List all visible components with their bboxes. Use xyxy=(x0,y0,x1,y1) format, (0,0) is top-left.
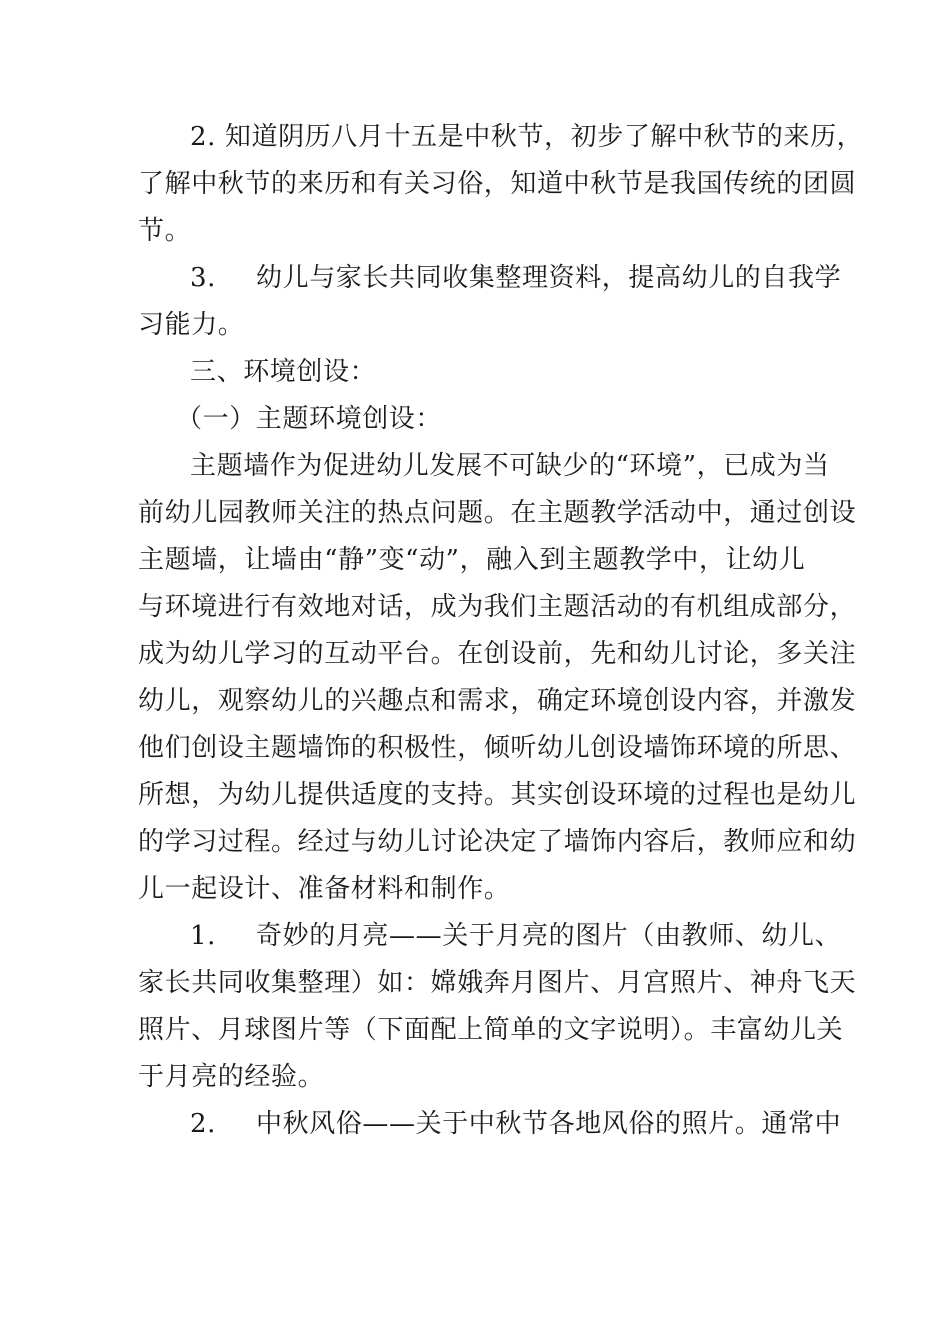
paragraph-line: 习能力。 xyxy=(138,310,245,340)
item-number: 2. xyxy=(190,1109,217,1139)
subsection-heading: （一）主题环境创设： xyxy=(176,404,443,434)
paragraph-line: 主题墙作为促进幼儿发展不可缺少的“环境”，已成为当 xyxy=(190,451,830,481)
section-heading: 三、环境创设： xyxy=(190,357,377,387)
item-text: 幼儿与家长共同收集整理资料，提高幼儿的自我学 xyxy=(256,263,842,293)
paragraph-line: 成为幼儿学习的互动平台。在创设前，先和幼儿讨论，多关注 xyxy=(138,639,857,669)
paragraph-line: 儿一起设计、准备材料和制作。 xyxy=(138,874,511,904)
item-text: 中秋风俗——关于中秋节各地风俗的照片。通常中 xyxy=(256,1109,842,1139)
paragraph-line: 了解中秋节的来历和有关习俗，知道中秋节是我国传统的团圆 xyxy=(138,169,857,199)
paragraph-line: 于月亮的经验。 xyxy=(138,1062,325,1092)
paragraph-line: 幼儿，观察幼儿的兴趣点和需求，确定环境创设内容，并激发 xyxy=(138,686,857,716)
paragraph-line: 与环境进行有效地对话，成为我们主题活动的有机组成部分， xyxy=(138,592,857,622)
document-page xyxy=(138,114,864,1148)
paragraph-line: 节。 xyxy=(138,216,192,246)
paragraph-line: 他们创设主题墙饰的积极性，倾听幼儿创设墙饰环境的所思、 xyxy=(138,733,857,763)
item-number: 1. xyxy=(190,921,217,951)
numbered-item-line xyxy=(138,255,842,302)
paragraph-line: 所想，为幼儿提供适度的支持。其实创设环境的过程也是幼儿 xyxy=(138,780,857,810)
paragraph-line: 2. 知道阴历八月十五是中秋节，初步了解中秋节的来历， xyxy=(190,122,864,152)
numbered-item-line xyxy=(138,1101,842,1148)
numbered-item-line xyxy=(138,913,842,960)
item-text: 奇妙的月亮——关于月亮的图片（由教师、幼儿、 xyxy=(256,921,842,951)
paragraph-line: 前幼儿园教师关注的热点问题。在主题教学活动中，通过创设 xyxy=(138,498,857,528)
paragraph-line: 主题墙，让墙由“静”变“动”，融入到主题教学中，让幼儿 xyxy=(138,545,806,575)
item-number: 3. xyxy=(190,263,217,293)
paragraph-line: 照片、月球图片等（下面配上简单的文字说明）。丰富幼儿关 xyxy=(138,1015,844,1045)
paragraph-line: 家长共同收集整理）如：嫦娥奔月图片、月宫照片、神舟飞天 xyxy=(138,968,857,998)
paragraph-line: 的学习过程。经过与幼儿讨论决定了墙饰内容后，教师应和幼 xyxy=(138,827,857,857)
